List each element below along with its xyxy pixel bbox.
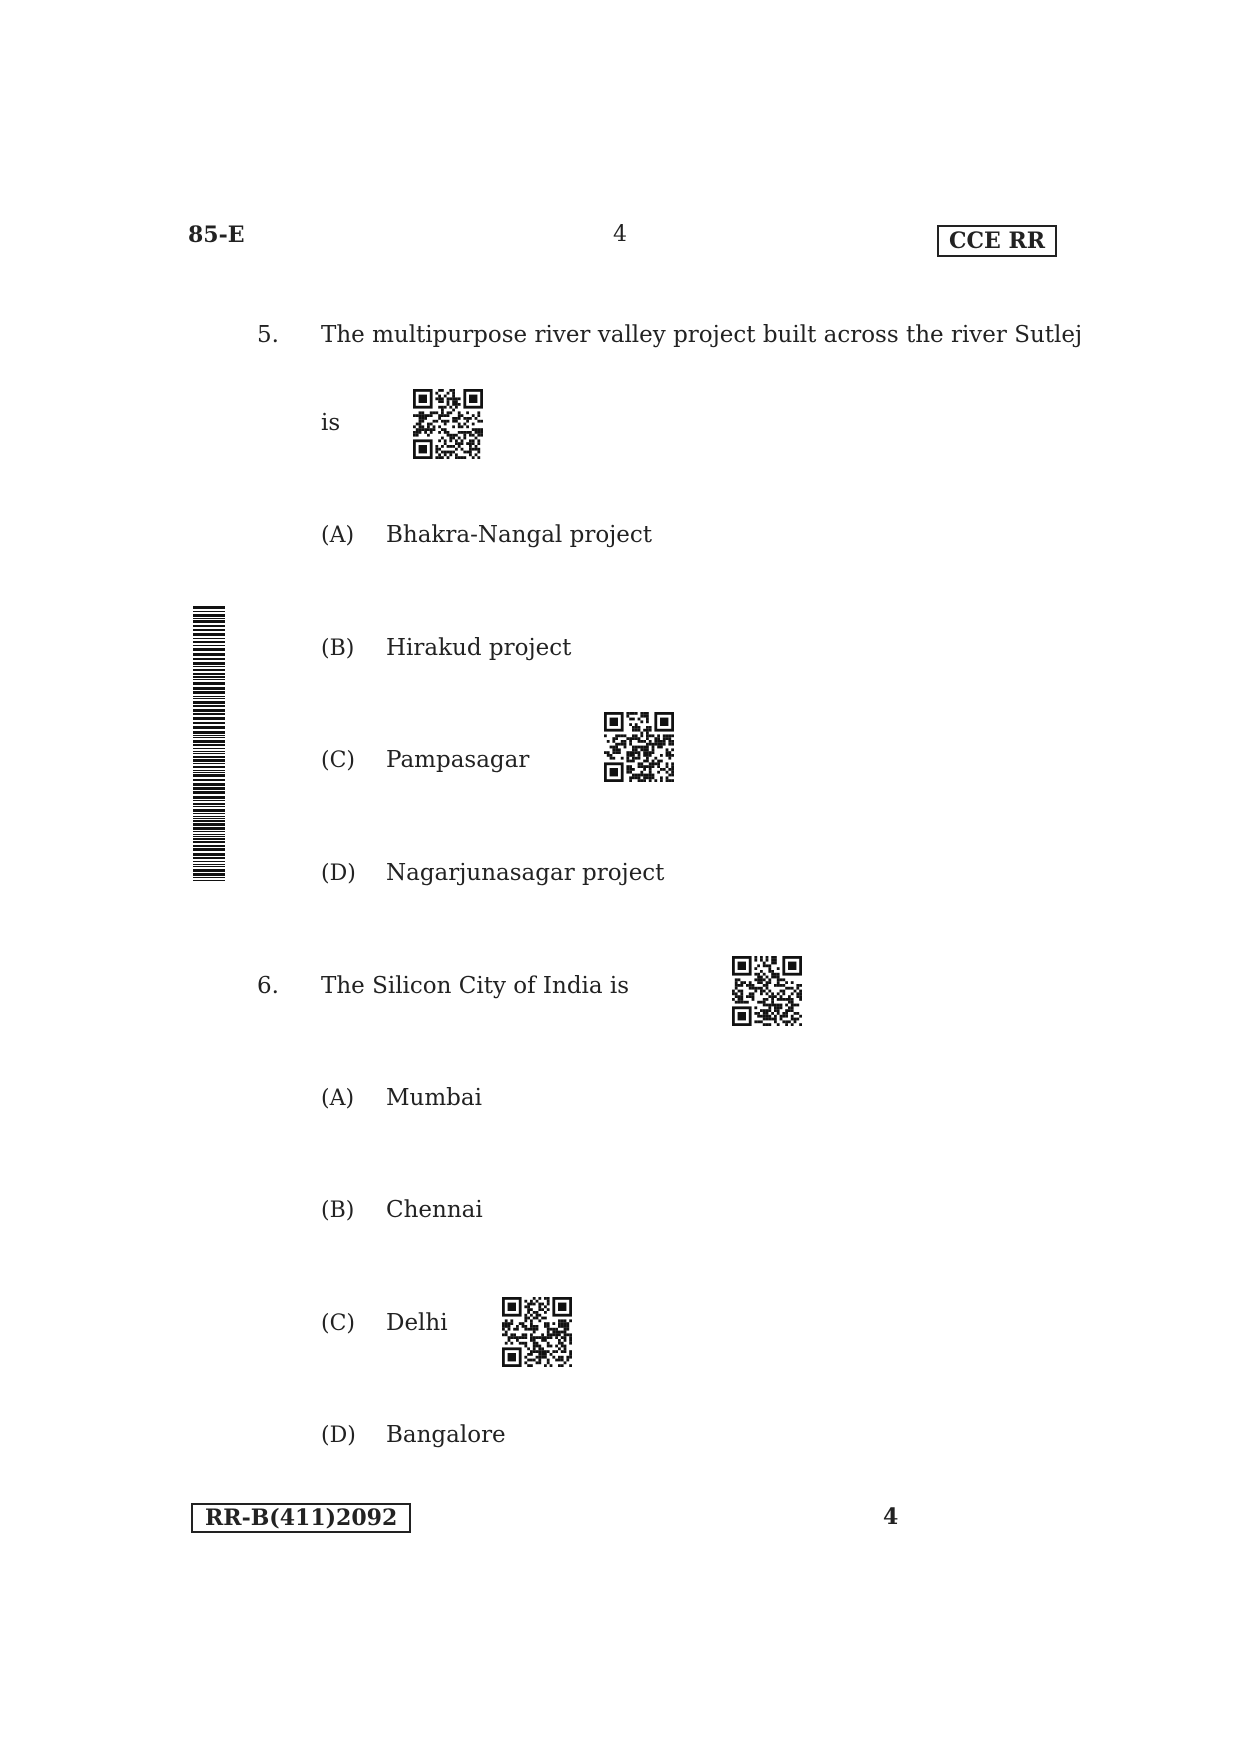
option-text: Mumbai xyxy=(386,1085,482,1111)
page-number-bottom: 4 xyxy=(883,1504,899,1530)
exam-type-badge: CCE RR xyxy=(937,225,1057,257)
option-text: Bhakra-Nangal project xyxy=(386,522,653,548)
option-label: (D) xyxy=(321,861,356,886)
question-number: 6. xyxy=(257,973,279,999)
option-text: Chennai xyxy=(386,1197,483,1223)
question-number: 5. xyxy=(257,322,279,348)
qr-code-icon xyxy=(732,956,802,1026)
option-text: Hirakud project xyxy=(386,635,572,661)
option-text: Bangalore xyxy=(386,1422,506,1448)
question-text-continued: is xyxy=(321,410,341,436)
qr-code-icon xyxy=(604,712,674,782)
option-label: (D) xyxy=(321,1423,356,1448)
page-number-top: 4 xyxy=(613,222,627,247)
option-label: (B) xyxy=(321,636,355,661)
qr-code-icon xyxy=(502,1297,572,1367)
option-label: (B) xyxy=(321,1198,355,1223)
barcode-icon xyxy=(193,606,225,881)
option-label: (C) xyxy=(321,748,355,773)
option-text: Pampasagar xyxy=(386,747,530,773)
booklet-code: RR-B(411)2092 xyxy=(191,1503,411,1533)
option-text: Nagarjunasagar project xyxy=(386,860,665,886)
question-text: The multipurpose river valley project built across the river Sutlej xyxy=(321,322,1083,348)
option-text: Delhi xyxy=(386,1310,448,1336)
paper-code: 85-E xyxy=(188,222,245,248)
question-text: The Silicon City of India is xyxy=(321,973,630,999)
option-label: (C) xyxy=(321,1311,355,1336)
qr-code-icon xyxy=(413,389,483,459)
option-label: (A) xyxy=(321,1086,355,1111)
option-label: (A) xyxy=(321,523,355,548)
